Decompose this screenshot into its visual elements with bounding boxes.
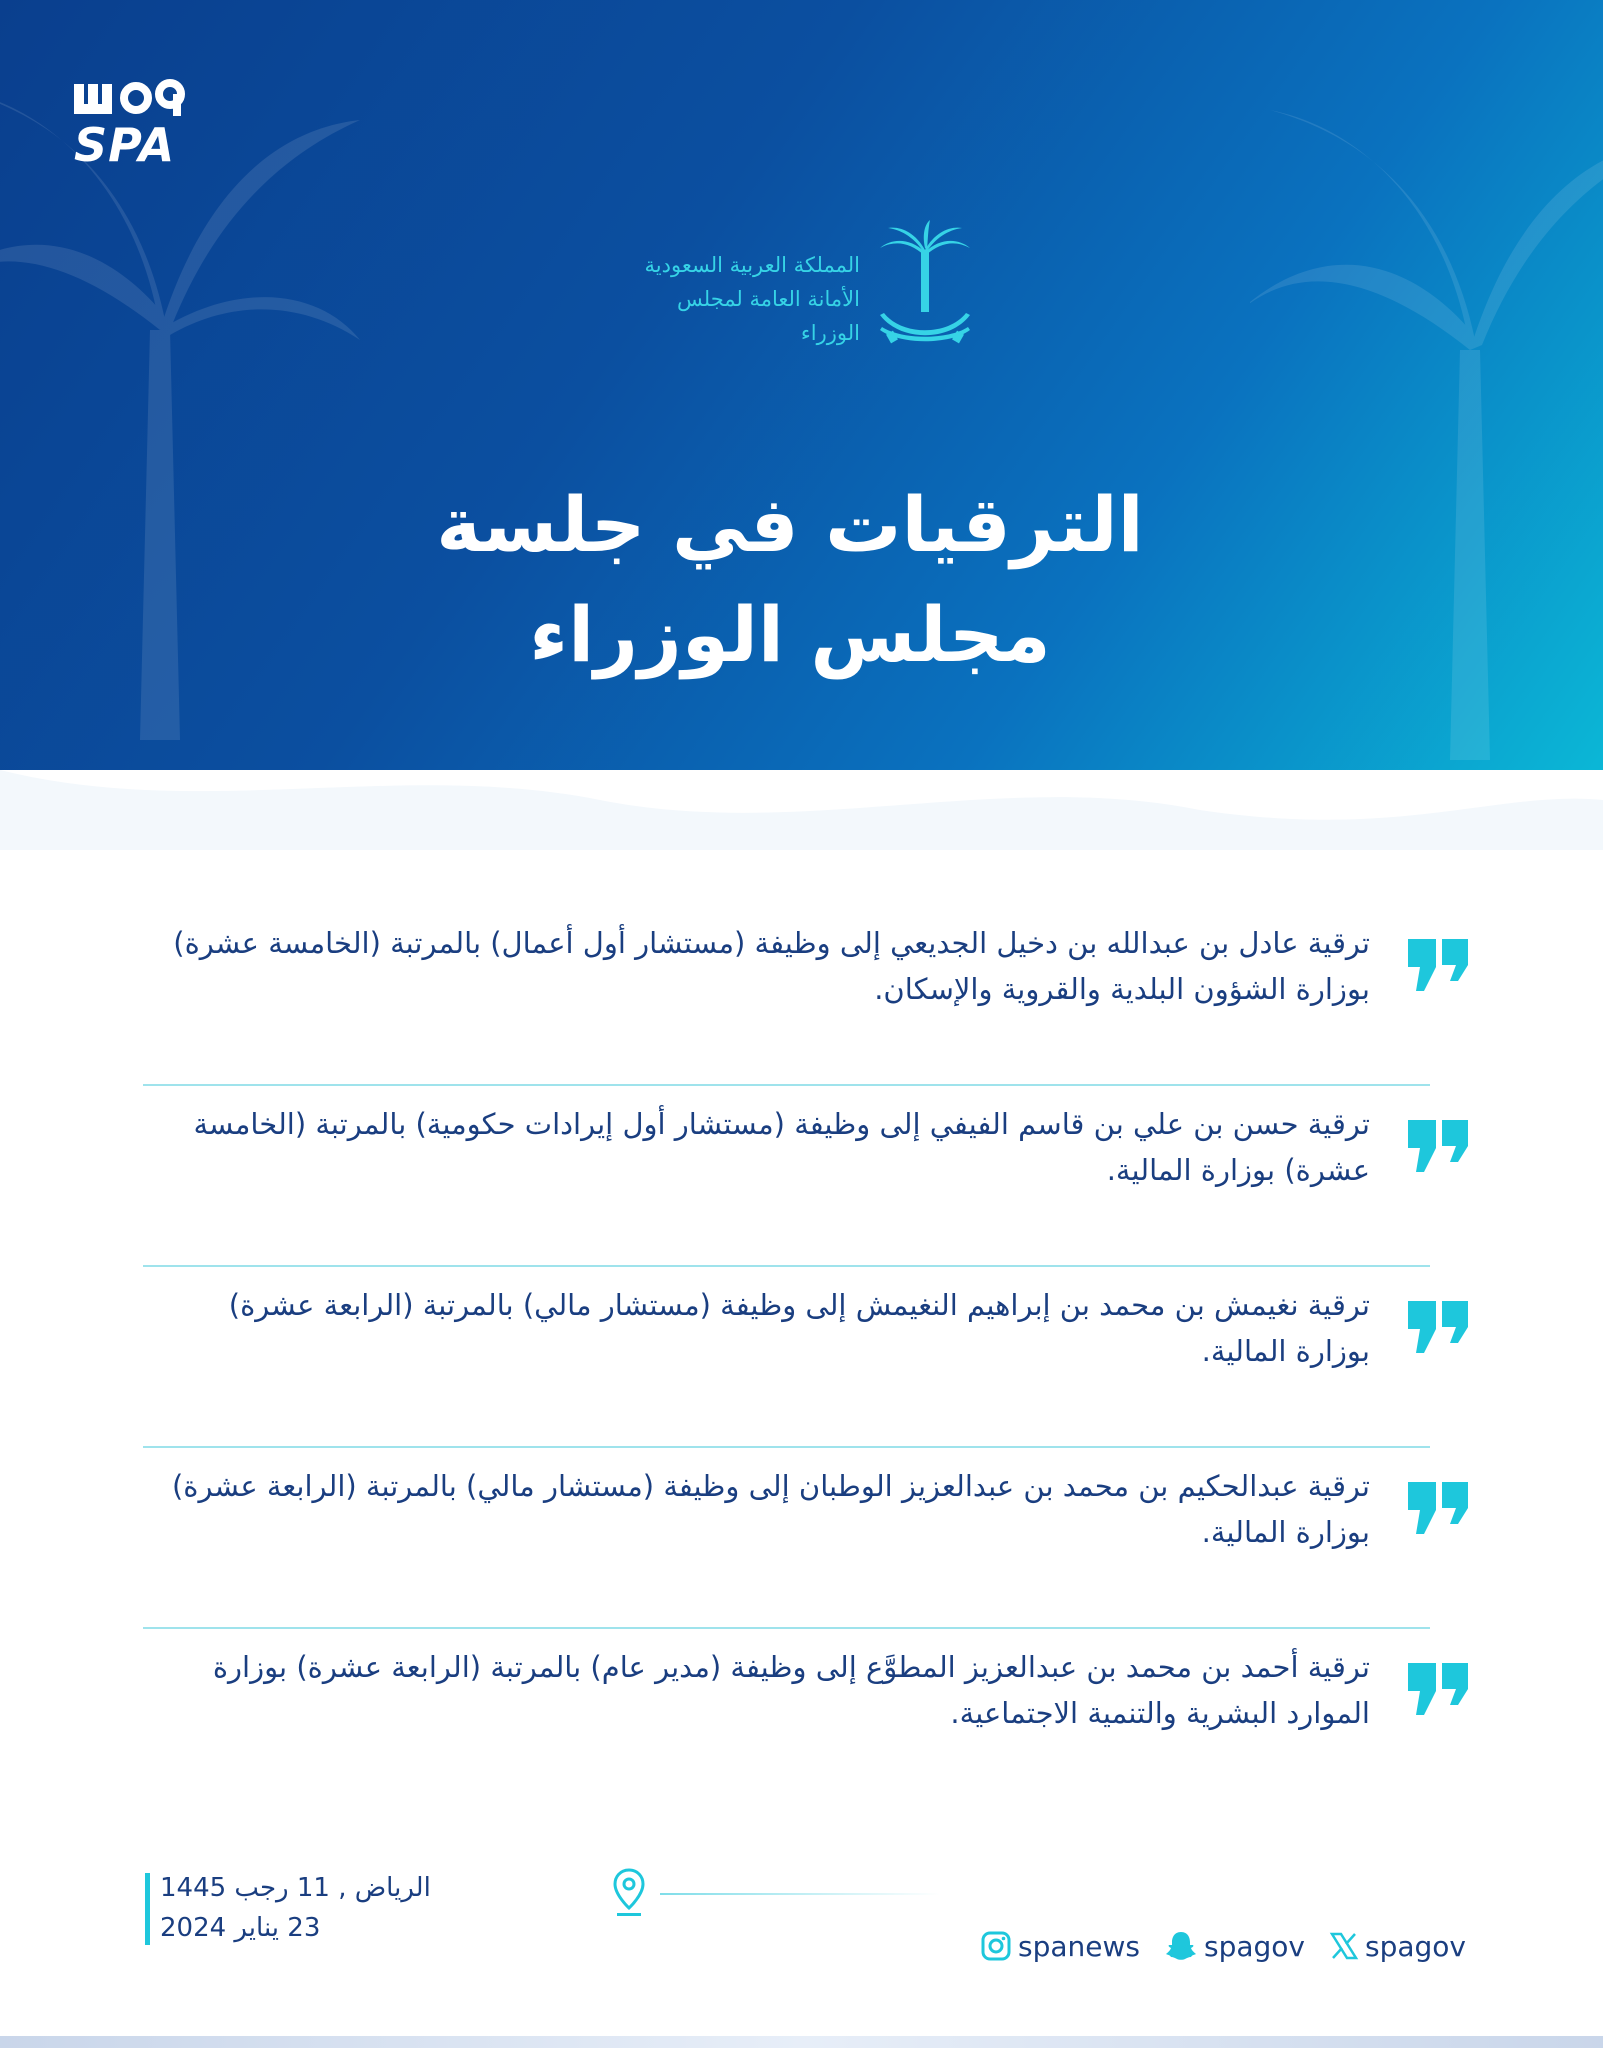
spa-logo-text: SPA [74, 118, 176, 172]
date-block [160, 1868, 560, 1948]
social-handle: spagov [1203, 1929, 1305, 1963]
date-gregorian: 23 يناير 2024 [160, 1913, 321, 1943]
header-banner [0, 0, 1603, 770]
spa-logo [74, 78, 194, 172]
promotions-list [140, 905, 1470, 1810]
list-item [140, 1086, 1470, 1267]
list-item [140, 1629, 1470, 1810]
location-pin-icon [612, 1868, 646, 1918]
quote-icon [1406, 1116, 1470, 1176]
instagram-icon [980, 1930, 1012, 1962]
quote-icon [1406, 935, 1470, 995]
social-handle: spagov [1364, 1929, 1466, 1963]
list-item [140, 1267, 1470, 1448]
title-line2: مجلس الوزراء [529, 590, 1051, 679]
page-title [340, 470, 1240, 690]
snapchat-icon [1164, 1929, 1198, 1963]
government-emblem [620, 220, 980, 360]
promotion-text: ترقية عادل بن عبدالله بن دخيل الجديعي إلى وظيفة (مستشار أول أعمال) بالمرتبة (الخامسة عشرة) بوزارة الشؤون البلدية والقروية والإسكان. [173, 926, 1370, 1006]
palm-decoration-right-icon [1250, 20, 1603, 760]
promotion-text: ترقية أحمد بن محمد بن عبدالعزيز المطوَّع إلى وظيفة (مدير عام) بالمرتبة (الرابعة عشرة) بوزارة الموارد البشرية والتنمية الاجتماعية. [212, 1650, 1370, 1730]
title-line1: الترقيات في جلسة [436, 480, 1144, 569]
date-hijri: الرياض , 11 رجب 1445 [160, 1873, 431, 1903]
spa-logo-mark-icon [74, 78, 189, 118]
social-handle: spanews [1018, 1929, 1140, 1963]
location-line [660, 1893, 940, 1895]
promotion-text: ترقية عبدالحكيم بن محمد بن عبدالعزيز الوطبان إلى وظيفة (مستشار مالي) بالمرتبة (الرابعة عشرة) بوزارة المالية. [171, 1469, 1370, 1549]
palm-swords-emblem-icon [870, 220, 980, 355]
emblem-text-line1: المملكة العربية السعودية [644, 253, 860, 277]
date-accent-bar [145, 1873, 150, 1945]
x-icon [1329, 1931, 1359, 1961]
social-snapchat[interactable] [1164, 1929, 1305, 1963]
social-instagram[interactable] [980, 1930, 1140, 1963]
quote-icon [1406, 1659, 1470, 1719]
bottom-strip [0, 2036, 1603, 2048]
quote-icon [1406, 1297, 1470, 1357]
list-item [140, 1448, 1470, 1629]
social-x[interactable] [1329, 1930, 1466, 1963]
header-wave-decoration [0, 740, 1603, 850]
promotion-text: ترقية نغيمش بن محمد بن إبراهيم النغيمش إلى وظيفة (مستشار مالي) بالمرتبة (الرابعة عشرة) بوزارة المالية. [228, 1288, 1370, 1368]
emblem-text [620, 248, 860, 350]
list-item [140, 905, 1470, 1086]
promotion-text: ترقية حسن بن علي بن قاسم الفيفي إلى وظيفة (مستشار أول إيرادات حكومية) بالمرتبة (الخامسة عشرة) بوزارة المالية. [193, 1107, 1370, 1187]
social-links [980, 1926, 1480, 1966]
quote-icon [1406, 1478, 1470, 1538]
emblem-text-line2: الأمانة العامة لمجلس الوزراء [676, 287, 860, 345]
